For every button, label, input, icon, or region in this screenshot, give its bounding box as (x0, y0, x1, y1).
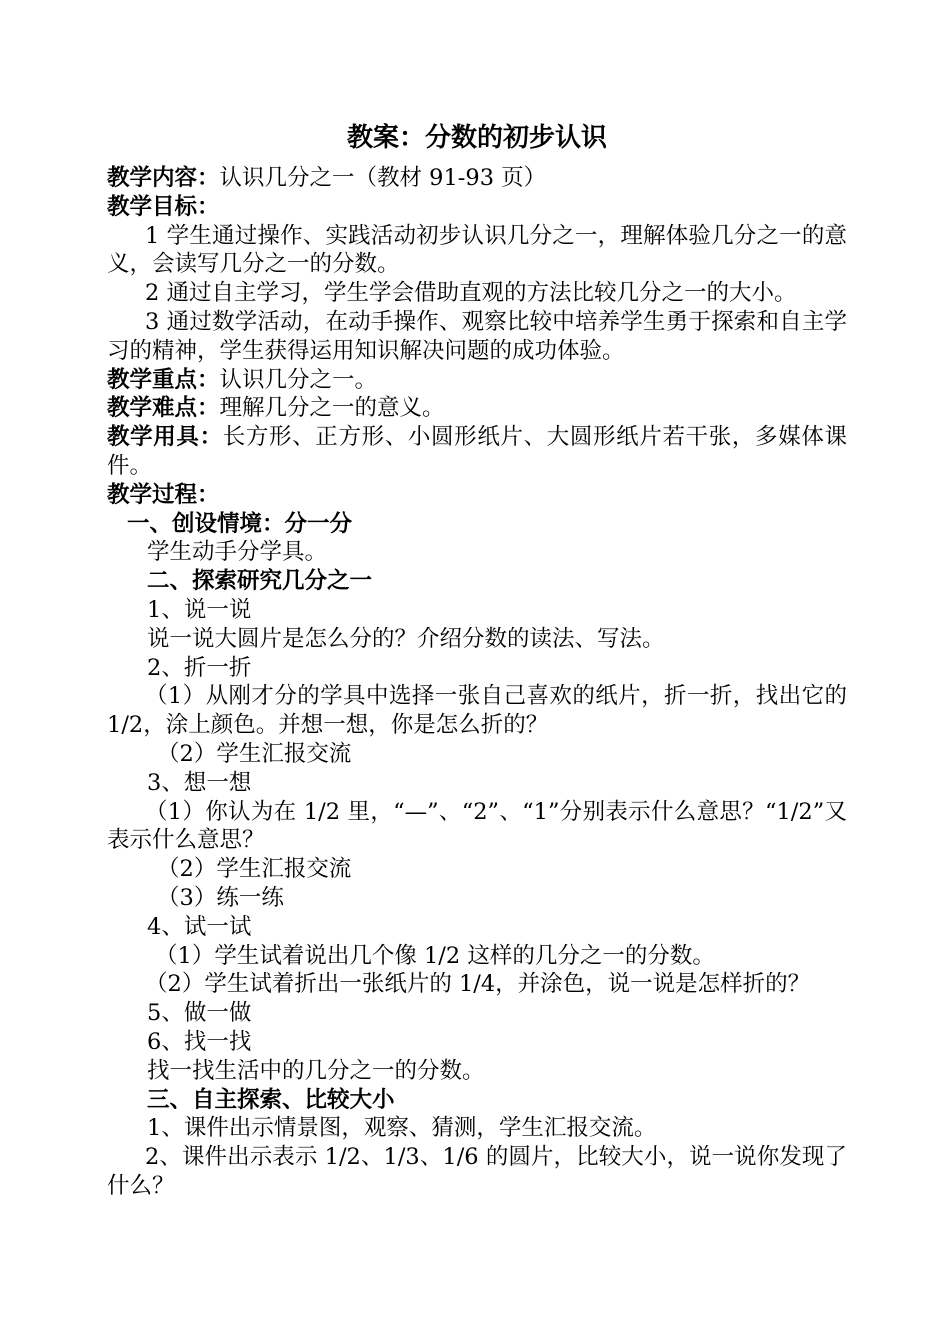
step-text: 说一说大圆片是怎么分的？介绍分数的读法、写法。 (147, 625, 665, 652)
key-point-text: 认识几分之一。 (219, 366, 378, 393)
step-text: （1）你认为在 1/2 里，“—”、“2”、“1”分别表示什么意思？“1/2”又表示什么意思？ (107, 798, 847, 854)
objective-item: 3 通过数学活动，在动手操作、观察比较中培养学生勇于探索和自主学习的精神，学生获得运用知识解决问题的成功体验。 (107, 308, 847, 364)
step-text: （2）学生试着折出一张纸片的 1/4，并涂色，说一说是怎样折的？ (145, 971, 811, 998)
lesson-plan-page (107, 118, 847, 1201)
teaching-tools (107, 423, 847, 481)
step-text: （2）学生汇报交流 (157, 740, 352, 767)
difficulty-label: 教学难点： (107, 395, 220, 422)
step-title: 6、找一找 (147, 1028, 252, 1055)
teaching-content-label: 教学内容： (107, 165, 220, 191)
step-title: 3、想一想 (147, 769, 252, 796)
step-text: （1）学生试着说出几个像 1/2 这样的几分之一的分数。 (155, 942, 715, 969)
objectives-label: 教学目标： (107, 193, 220, 220)
key-point (107, 366, 847, 395)
step-title: 1、说一说 (147, 596, 252, 623)
section-text: 学生动手分学具。 (147, 539, 328, 566)
page-title: 教案：分数的初步认识 (346, 123, 607, 153)
difficulty (107, 394, 847, 423)
teaching-content (107, 164, 847, 193)
section-heading: 一、创设情境：分一分 (127, 510, 353, 537)
section-heading: 三、自主探索、比较大小 (147, 1086, 395, 1113)
teaching-tools-label: 教学用具： (107, 424, 223, 451)
objective-item: 1 学生通过操作、实践活动初步认识几分之一，理解体验几分之一的意义，会读写几分之一的分数。 (107, 222, 847, 278)
section-heading: 二、探索研究几分之一 (147, 568, 373, 595)
process-label: 教学过程： (107, 481, 220, 508)
step-text: 1、课件出示情景图，观察、猜测，学生汇报交流。 (147, 1115, 657, 1142)
step-title: 4、试一试 (147, 913, 252, 940)
step-text: （2）学生汇报交流 (157, 856, 352, 883)
teaching-content-text: 认识几分之一（教材 91-93 页） (219, 165, 547, 191)
step-text: 找一找生活中的几分之一的分数。 (147, 1057, 485, 1084)
objective-item: 2 通过自主学习，学生学会借助直观的方法比较几分之一的大小。 (145, 280, 797, 307)
teaching-tools-text: 长方形、正方形、小圆形纸片、大圆形纸片若干张，多媒体课件。 (107, 424, 847, 479)
step-text: （1）从刚才分的学具中选择一张自己喜欢的纸片，折一折，找出它的 1/2，涂上颜色。并想一想，你是怎么折的？ (107, 683, 847, 739)
step-text: （3）练一练 (157, 884, 284, 911)
step-text: 2、课件出示表示 1/2、1/3、1/6 的圆片，比较大小，说一说你发现了什么？ (107, 1144, 847, 1199)
step-title: 5、做一做 (147, 1000, 252, 1027)
key-point-label: 教学重点： (107, 366, 220, 393)
step-title: 2、折一折 (147, 654, 252, 681)
difficulty-text: 理解几分之一的意义。 (219, 395, 445, 422)
